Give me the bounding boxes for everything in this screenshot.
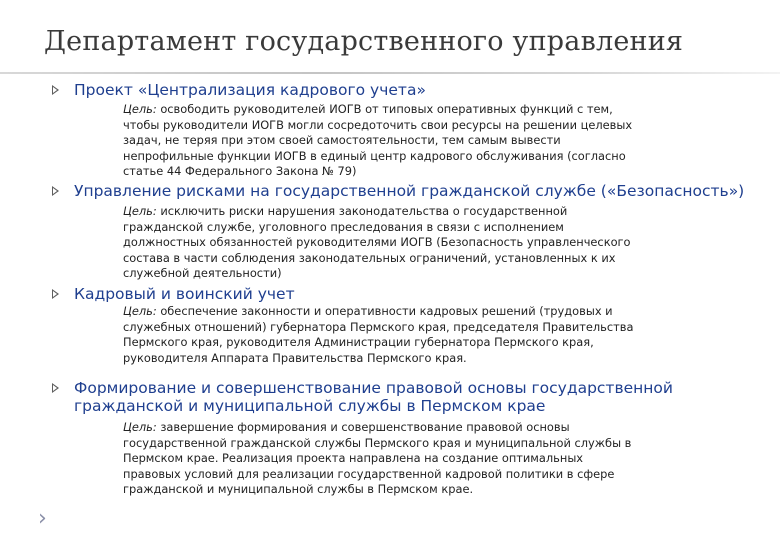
bullet-arrow-icon	[52, 85, 59, 95]
goal-label: Цель:	[123, 420, 157, 434]
goal-line: чтобы руководители ИОГВ могли сосредоточить свои ресурсы на решении целевых	[123, 117, 633, 132]
section-goal-legal	[123, 420, 723, 498]
bullet-arrow-icon	[52, 383, 59, 393]
goal-line: непрофильные функции ИОГВ в единый центр кадрового обслуживания (согласно	[123, 148, 626, 163]
goal-line: правовых условий для реализации государственной кадровой политики в сфере	[123, 466, 615, 481]
goal-line: освободить руководителей ИОГВ от типовых оперативных функций с тем,	[160, 102, 613, 116]
goal-line: гражданской службе, уголовного преследования в связи с исполнением	[123, 219, 564, 234]
goal-label: Цель:	[123, 304, 157, 318]
goal-line: Пермском крае. Реализация проекта направлена на создание оптимальных	[123, 451, 584, 466]
bullet-arrow-icon	[52, 289, 59, 299]
section-goal-centralization	[123, 102, 723, 180]
section-goal-risk	[123, 204, 723, 282]
goal-line: служебных отношений) губернатора Пермского края, председателя Правительства	[123, 319, 634, 334]
goal-line: государственной гражданской службы Пермского края и муниципальной службы в	[123, 435, 632, 450]
goal-line: Пермского края, руководителя Администрации губернатора Пермского края,	[123, 335, 594, 350]
section-goal-military	[123, 304, 723, 366]
section-heading-risk: Управление рисками на государственной гражданской службе («Безопасность»)	[74, 182, 745, 200]
goal-line: обеспечение законности и оперативности кадровых решений (трудовых и	[160, 304, 613, 318]
title-divider	[0, 72, 780, 74]
goal-line: статье 44 Федерального Закона № 79)	[123, 164, 357, 179]
goal-line: исключить риски нарушения законодательства о государственной	[160, 204, 568, 218]
bullet-arrow-icon	[52, 186, 59, 196]
goal-label: Цель:	[123, 204, 157, 218]
goal-line: гражданской и муниципальной службы в Пермском крае.	[123, 482, 474, 497]
goal-line: служебной деятельности)	[123, 266, 282, 281]
chevron-right-icon: ›	[38, 506, 47, 531]
goal-line: должностных обязанностей руководителями ИОГВ (Безопасность управленческого	[123, 235, 631, 250]
section-heading-centralization: Проект «Централизация кадрового учета»	[74, 81, 426, 99]
section-heading-military: Кадровый и воинский учет	[74, 285, 295, 303]
goal-line: руководителя Аппарата Правительства Пермского края.	[123, 350, 467, 365]
goal-label: Цель:	[123, 102, 157, 116]
page-title: Департамент государственного управления	[44, 26, 684, 57]
goal-line: завершение формирования и совершенствование правовой основы	[160, 420, 570, 434]
goal-line: задач, не теряя при этом своей самостоятельности, тем самым вывести	[123, 133, 561, 148]
goal-line: состава в части соблюдения законодательных ограничений, установленных к их	[123, 250, 616, 265]
section-heading-legal: Формирование и совершенствование правовой основы государственной гражданской и муниципальной службы в Пермском крае	[74, 379, 673, 415]
